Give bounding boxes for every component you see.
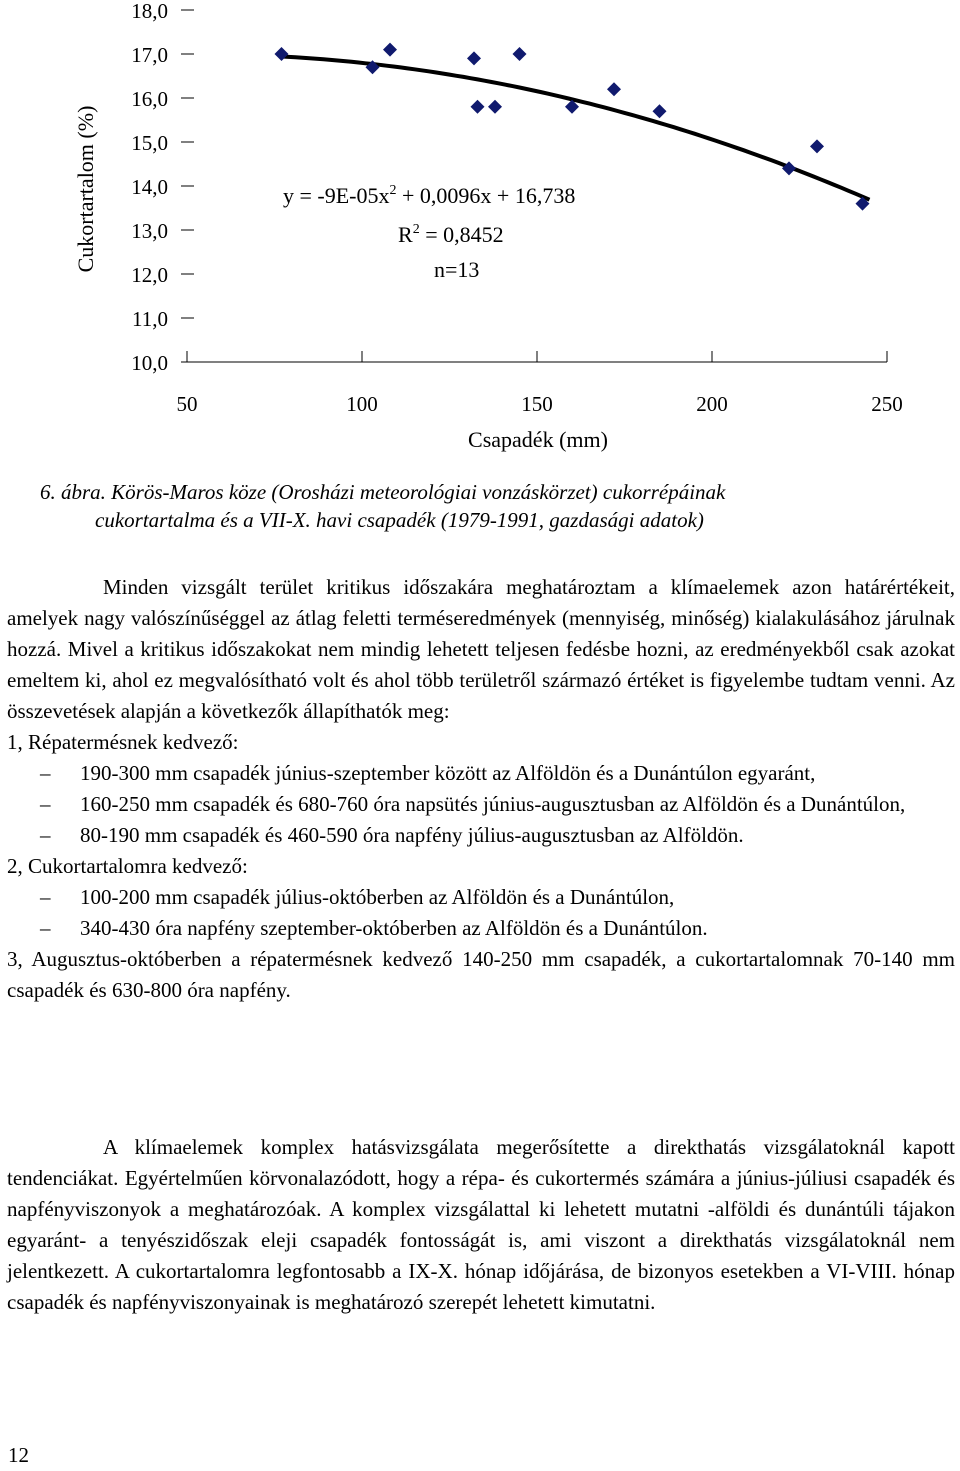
y-tick-label: 12,0 <box>131 263 168 287</box>
equation-sup: 2 <box>389 183 397 198</box>
data-point <box>467 51 481 65</box>
list-item-2: 2, Cukortartalomra kedvező: <box>7 854 248 878</box>
y-tick-label: 16,0 <box>131 87 168 111</box>
body-text-2 <box>7 1132 955 1318</box>
x-axis-tick-labels <box>177 392 903 416</box>
y-tick-label: 10,0 <box>131 351 168 375</box>
body-text <box>7 572 955 1006</box>
y-axis-tick-labels <box>131 0 168 375</box>
dash-mark: – <box>40 823 51 847</box>
y-tick-label: 14,0 <box>131 175 168 199</box>
caption-line-2: cukortartalma és a VII-X. havi csapadék (1979-1991, gazdasági adatok) <box>95 508 704 532</box>
x-tick-label: 250 <box>871 392 903 416</box>
list-item-1: 1, Répatermésnek kedvező: <box>7 730 239 754</box>
dash-mark: – <box>40 761 51 785</box>
equation-main: y = -9E-05x <box>283 183 390 208</box>
y-tick-label: 11,0 <box>132 307 168 331</box>
dash-text: 80-190 mm csapadék és 460-590 óra napfény július-augusztusban az Alföldön. <box>80 823 744 847</box>
dash-mark: – <box>40 792 51 816</box>
caption-line-1: 6. ábra. Körös-Maros köze (Orosházi meteorológiai vonzáskörzet) cukorrépáinak <box>40 480 726 504</box>
paragraph-2: A klímaelemek komplex hatásvizsgálata megerősítette a direkthatás vizsgálatoknál kapott tendenciákat. Egyértelműen körvonalazódott, hogy a répa- és cukortermés számára a június-júliusi csapadék és napfényviszonyok a meghatározóak. A komplex vizsgálattal ki lehetett mutatni -alföldi és dunántúli tájakon egyaránt- a tenyészidőszak eleji csapadék fontosságát is, ami viszont a direkthatás vizsgálatoknál nem jelentkezett. A cukortartalomra legfontosabb a IX-X. hónap időjárása, de bizonyos esetekben a VI-VIII. hónap csapadék és napfényviszonyainak is meghatározó szerepét lehetett kimutatni. <box>7 1135 955 1314</box>
paragraph-1: Minden vizsgált terület kritikus időszakára meghatároztam a klímaelemek azon határértékeit, amelyek nagy valószínűséggel az átlag feletti terméseredmények (mennyiség, minőség) kialakulásához járulnak hozzá. Mivel a kritikus időszakokat nem mindig lehetett teljesen fedésbe hozni, az eredményekből csak azokat emeltem ki, ahol ez megvalósítható volt és ahol több területről származó értéket is figyelembe tudtam venni. Az összevetések alapján a következők állapíthatók meg: <box>7 575 955 723</box>
dash-item <box>7 913 955 944</box>
y-axis-ticks <box>181 10 194 362</box>
r-squared-label <box>398 222 504 247</box>
sugar-content-chart <box>0 0 960 470</box>
dash-mark: – <box>40 885 51 909</box>
dash-mark: – <box>40 916 51 940</box>
data-point <box>653 104 667 118</box>
page-number: 12 <box>8 1443 29 1467</box>
x-axis-ticks <box>187 351 887 362</box>
x-tick-label: 50 <box>176 392 198 416</box>
dash-text: 190-300 mm csapadék június-szeptember között az Alföldön és a Dunántúlon egyaránt, <box>80 761 816 785</box>
x-axis-title: Csapadék (mm) <box>468 427 608 452</box>
r2-main: R <box>398 222 413 247</box>
data-point <box>471 100 485 114</box>
y-axis-title: Cukortartalom (%) <box>73 105 98 273</box>
data-point <box>513 47 527 61</box>
figure-caption <box>40 478 935 534</box>
dash-text: 100-200 mm csapadék július-októberben az Alföldön és a Dunántúlon, <box>80 885 675 909</box>
dash-item <box>7 789 955 820</box>
dash-text: 160-250 mm csapadék és 680-760 óra napsütés június-augusztusban az Alföldön és a Dunántúlon, <box>80 792 906 816</box>
y-tick-label: 17,0 <box>131 43 168 67</box>
dash-item <box>7 820 955 851</box>
data-point <box>383 43 397 57</box>
x-tick-label: 150 <box>521 392 553 416</box>
dash-item <box>7 882 955 913</box>
dash-item <box>7 758 955 789</box>
sample-size-label: n=13 <box>434 257 480 282</box>
list-item-3: 3, Augusztus-októberben a répatermésnek kedvező 140-250 mm csapadék, a cukortartalomnak 70-140 mm csapadék és 630-800 óra napfény. <box>7 947 955 1002</box>
equation-rest: + 0,0096x + 16,738 <box>396 183 576 208</box>
dash-text: 340-430 óra napfény szeptember-októberben az Alföldön és a Dunántúlon. <box>80 916 708 940</box>
data-point <box>810 139 824 153</box>
r2-rest: = 0,8452 <box>419 222 504 247</box>
y-tick-label: 18,0 <box>131 0 168 23</box>
trendline <box>282 57 870 200</box>
x-tick-label: 200 <box>696 392 728 416</box>
r2-sup: 2 <box>412 222 420 237</box>
data-point <box>607 82 621 96</box>
y-tick-label: 15,0 <box>131 131 168 155</box>
x-tick-label: 100 <box>346 392 378 416</box>
data-point <box>275 47 289 61</box>
regression-equation <box>283 183 575 208</box>
y-tick-label: 13,0 <box>131 219 168 243</box>
data-point <box>488 100 502 114</box>
